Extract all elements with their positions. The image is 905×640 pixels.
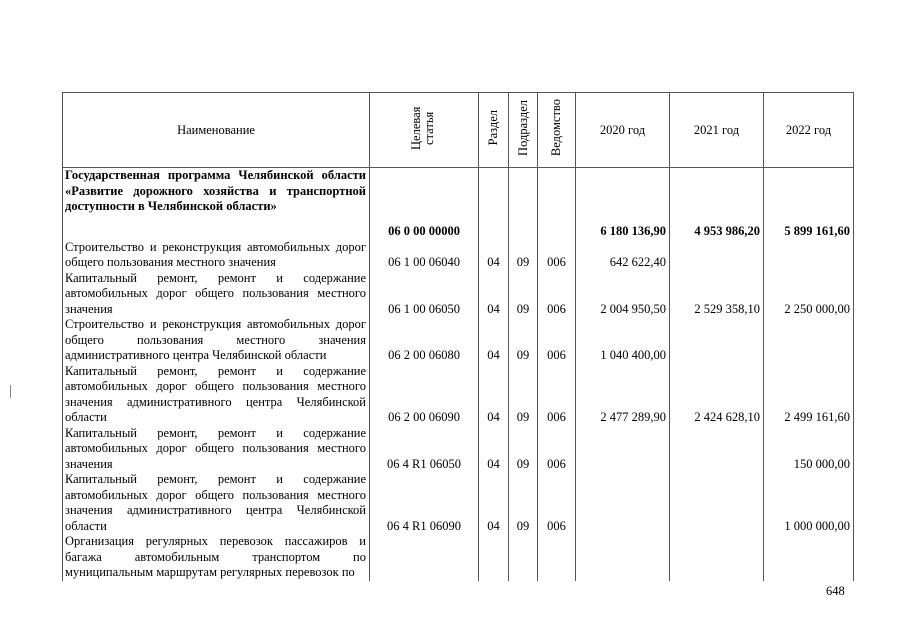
table-row [63,240,854,271]
row-section: 04 [479,426,509,473]
header-subsection-label: Подраздел [515,100,530,156]
row-department: 006 [538,271,576,318]
row-y2021: 2 424 628,10 [670,364,764,426]
header-section-label: Раздел [486,110,500,146]
row-section: 04 [479,472,509,534]
row-target: 06 4 R1 06050 [370,426,479,473]
row-department [538,534,576,581]
row-section: 04 [479,364,509,426]
header-year-2021: 2021 год [670,93,764,168]
row-section: 04 [479,317,509,364]
header-name: Наименование [63,93,370,168]
table-row [63,271,854,318]
row-target: 06 4 R1 06090 [370,472,479,534]
row-y2020 [576,534,670,581]
row-y2022: 150 000,00 [764,426,854,473]
row-department: 006 [538,317,576,364]
row-name: Строительство и реконструкция автомобильных дорог общего пользования местного значения [63,240,370,271]
row-name: Строительство и реконструкция автомобильных дорог общего пользования местного значения административного центра Челябинской области [63,317,370,364]
row-section [479,534,509,581]
row-y2022: 5 899 161,60 [764,168,854,240]
table-row [63,364,854,426]
row-subsection: 09 [509,317,538,364]
row-department: 006 [538,426,576,473]
row-name: Организация регулярных перевозок пассажиров и багажа автомобильным транспортом по муниципальным маршрутам регулярных перевозок по [63,534,370,581]
page-number: 648 [826,584,845,598]
row-y2022: 1 000 000,00 [764,472,854,534]
row-subsection [509,168,538,240]
scan-edge-mark [10,385,11,398]
row-department [538,168,576,240]
row-y2021 [670,240,764,271]
header-department [538,93,576,168]
table-header [63,93,854,168]
row-y2020: 642 622,40 [576,240,670,271]
table-row [63,534,854,581]
row-y2021 [670,472,764,534]
row-subsection [509,534,538,581]
row-name: Капитальный ремонт, ремонт и содержание автомобильных дорог общего пользования местного значения [63,426,370,473]
row-y2022 [764,534,854,581]
header-year-2020: 2020 год [576,93,670,168]
header-target [370,93,479,168]
row-y2022: 2 499 161,60 [764,364,854,426]
row-y2021 [670,426,764,473]
table-body [63,168,854,581]
budget-table [62,92,854,581]
row-department: 006 [538,240,576,271]
row-target: 06 1 00 06040 [370,240,479,271]
row-target: 06 0 00 00000 [370,168,479,240]
row-target [370,534,479,581]
header-department-label: Ведомство [549,99,563,157]
table-row [63,317,854,364]
row-y2022 [764,317,854,364]
row-name: Капитальный ремонт, ремонт и содержание автомобильных дорог общего пользования местного значения административного центра Челябинской области [63,472,370,534]
header-section [479,93,509,168]
row-y2020: 1 040 400,00 [576,317,670,364]
row-target: 06 2 00 06090 [370,364,479,426]
row-target: 06 1 00 06050 [370,271,479,318]
row-y2022: 2 250 000,00 [764,271,854,318]
table-row [63,472,854,534]
row-name: Капитальный ремонт, ремонт и содержание автомобильных дорог общего пользования местного значения [63,271,370,318]
row-subsection: 09 [509,271,538,318]
row-y2020: 2 004 950,50 [576,271,670,318]
row-name: Капитальный ремонт, ремонт и содержание автомобильных дорог общего пользования местного значения административного центра Челябинской области [63,364,370,426]
row-y2021 [670,317,764,364]
row-y2021: 4 953 986,20 [670,168,764,240]
row-y2020: 6 180 136,90 [576,168,670,240]
row-section: 04 [479,271,509,318]
row-subsection: 09 [509,426,538,473]
row-subsection: 09 [509,472,538,534]
row-department: 006 [538,364,576,426]
header-subsection [509,93,538,168]
header-year-2022: 2022 год [764,93,854,168]
row-y2020 [576,426,670,473]
row-y2021 [670,534,764,581]
row-target: 06 2 00 06080 [370,317,479,364]
table-row [63,168,854,240]
table-row [63,426,854,473]
row-section: 04 [479,240,509,271]
row-section [479,168,509,240]
row-y2022 [764,240,854,271]
row-department: 006 [538,472,576,534]
row-y2021: 2 529 358,10 [670,271,764,318]
row-y2020 [576,472,670,534]
row-subsection: 09 [509,364,538,426]
row-subsection: 09 [509,240,538,271]
header-target-label: Целевая статья [409,106,436,150]
row-y2020: 2 477 289,90 [576,364,670,426]
row-name: Государственная программа Челябинской области «Развитие дорожного хозяйства и транспортной доступности в Челябинской области» [63,168,370,240]
